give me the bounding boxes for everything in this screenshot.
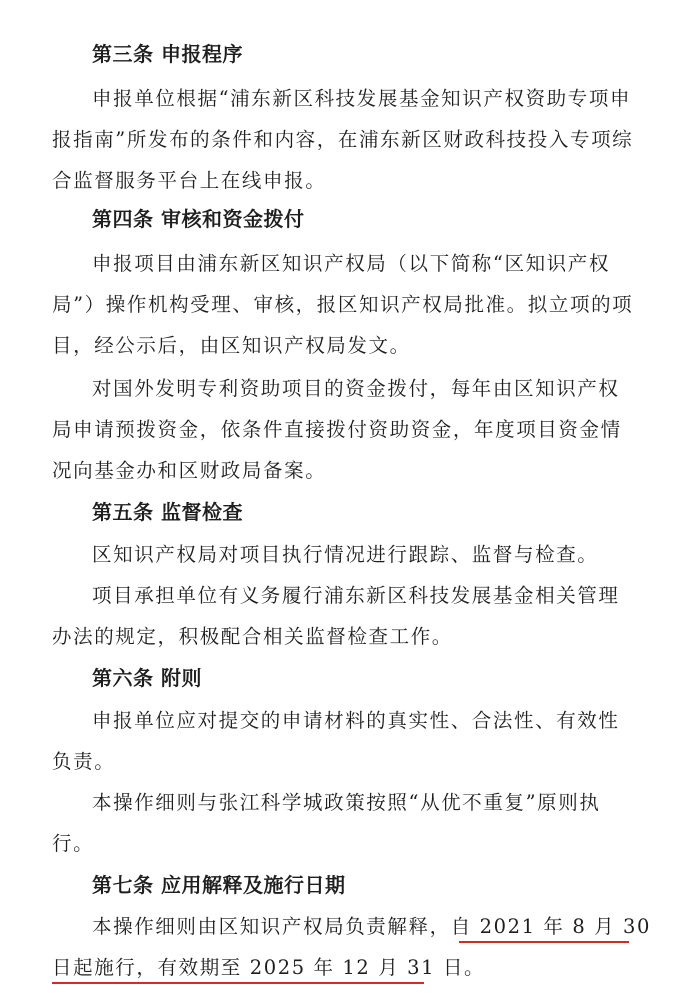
- article-5-p2-line-2: 办法的规定，积极配合相关监督检查工作。: [52, 625, 453, 648]
- article-6-p2-line-2: 行。: [52, 832, 95, 855]
- article-7-line-1: [92, 913, 651, 941]
- article-5-p1-line-1: 区知识产权局对项目执行情况进行跟踪、监督与检查。: [92, 543, 599, 566]
- effective-date-start-highlight: 自 2021 年 8 月 30: [450, 915, 652, 938]
- article-4-p1-line-2: 局”）操作机构受理、审核，报区知识产权局批准。拟立项的项: [52, 293, 634, 316]
- article-3-line-1: 申报单位根据“浦东新区科技发展基金知识产权资助专项申: [92, 87, 632, 110]
- article-3-heading: 第三条 申报程序: [92, 42, 243, 66]
- article-4-p2-line-2: 局申请预拨资金，依条件直接拨付资助资金，年度项目资金情: [52, 418, 622, 441]
- article-7-heading: 第七条 应用解释及施行日期: [92, 873, 346, 897]
- article-6-p1-line-1: 申报单位应对提交的申请材料的真实性、合法性、有效性: [92, 709, 620, 732]
- article-5-p2-line-1: 项目承担单位有义务履行浦东新区科技发展基金相关管理: [92, 584, 620, 607]
- article-3-line-3: 合监督服务平台上在线申报。: [52, 169, 327, 192]
- article-4-heading: 第四条 审核和资金拨付: [92, 207, 305, 231]
- red-underline-1: [459, 941, 629, 943]
- article-7-line-1-text: 本操作细则由区知识产权局负责解释，: [92, 915, 451, 938]
- article-4-p2-line-1: 对国外发明专利资助项目的资金拨付，每年由区知识产权: [92, 377, 620, 400]
- effective-period-highlight: 日起施行，有效期至 2025 年 12 月 31 日。: [52, 956, 486, 979]
- article-7-line-2: [52, 954, 485, 982]
- red-underline-2: [52, 982, 424, 984]
- article-4-p1-line-1: 申报项目由浦东新区知识产权局（以下简称“区知识产权: [92, 252, 610, 275]
- article-4-p1-line-3: 目，经公示后，由区知识产权局发文。: [52, 334, 411, 357]
- article-6-p1-line-2: 负责。: [52, 750, 116, 773]
- article-4-p2-line-3: 况向基金办和区财政局备案。: [52, 459, 327, 482]
- article-5-heading: 第五条 监督检查: [92, 500, 243, 524]
- article-3-line-2: 报指南”所发布的条件和内容，在浦东新区财政科技投入专项综: [52, 128, 634, 151]
- article-6-heading: 第六条 附则: [92, 666, 202, 690]
- article-6-p2-line-1: 本操作细则与张江科学城政策按照“从优不重复”原则执: [92, 791, 601, 814]
